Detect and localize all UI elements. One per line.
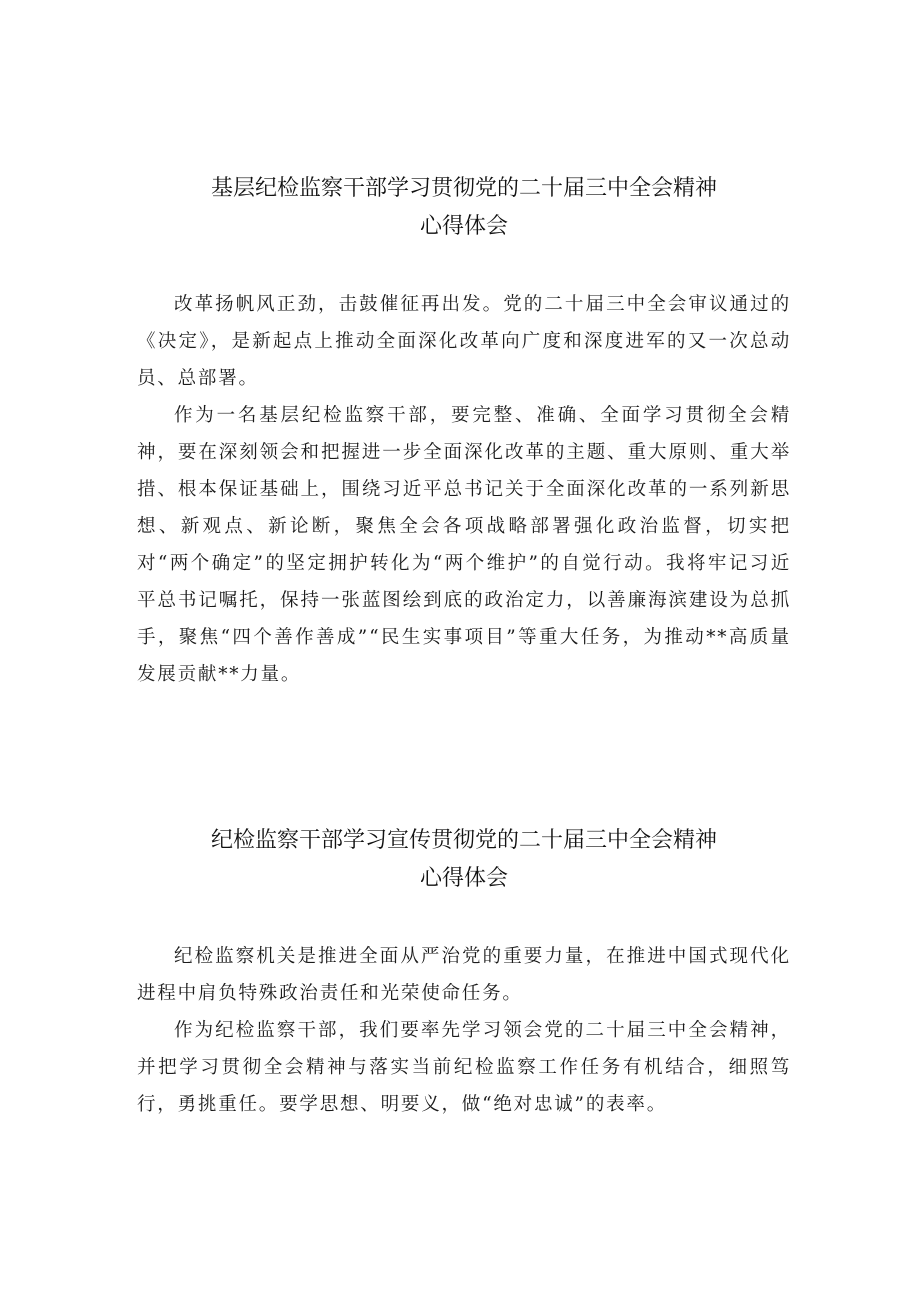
article-1-paragraph-1: 改革扬帆风正劲，击鼓催征再出发。党的二十届三中全会审议通过的《决定》，是新起点上推动全面深化改革向广度和深度进军的又一次总动员、总部署。 — [137, 294, 791, 389]
article-2-paragraph-2: 作为纪检监察干部，我们要率先学习领会党的二十届三中全会精神，并把学习贯彻全会精神与落实当前纪检监察工作任务有机结合，细照笃行，勇挑重任。要学思想、明要义，做“绝对忠诚”的表率。 — [137, 1020, 791, 1115]
article-2 — [137, 822, 791, 1123]
article-1-paragraph-2: 作为一名基层纪检监察干部，要完整、准确、全面学习贯彻全会精神，要在深刻领会和把握进一步全面深化改革的主题、重大原则、重大举措、根本保证基础上，围绕习近平总书记关于全面深化改革的一系列新思想、新观点、新论断，聚焦全会各项战略部署强化政治监督，切实把对“两个确定”的坚定拥护转化为“两个维护”的自觉行动。我将牢记习近平总书记嘱托，保持一张蓝图绘到底的政治定力，以善廉海滨建设为总抓手，聚焦“四个善作善成”“民生实事项目”等重大任务，为推动**高质量发展贡献**力量。 — [137, 405, 791, 685]
article-1-title — [137, 170, 791, 246]
article-2-paragraph-1: 纪检监察机关是推进全面从严治党的重要力量，在推进中国式现代化进程中肩负特殊政治责任和光荣使命任务。 — [137, 946, 791, 1004]
article-2-title — [137, 822, 791, 898]
article-1-title-line-1: 基层纪检监察干部学习贯彻党的二十届三中全会精神 — [210, 176, 717, 201]
article-2-title-line-1: 纪检监察干部学习宣传贯彻党的二十届三中全会精神 — [210, 828, 717, 853]
article-1-title-line-2: 心得体会 — [419, 214, 508, 239]
article-2-title-line-2: 心得体会 — [419, 866, 508, 891]
article-1 — [137, 170, 791, 693]
